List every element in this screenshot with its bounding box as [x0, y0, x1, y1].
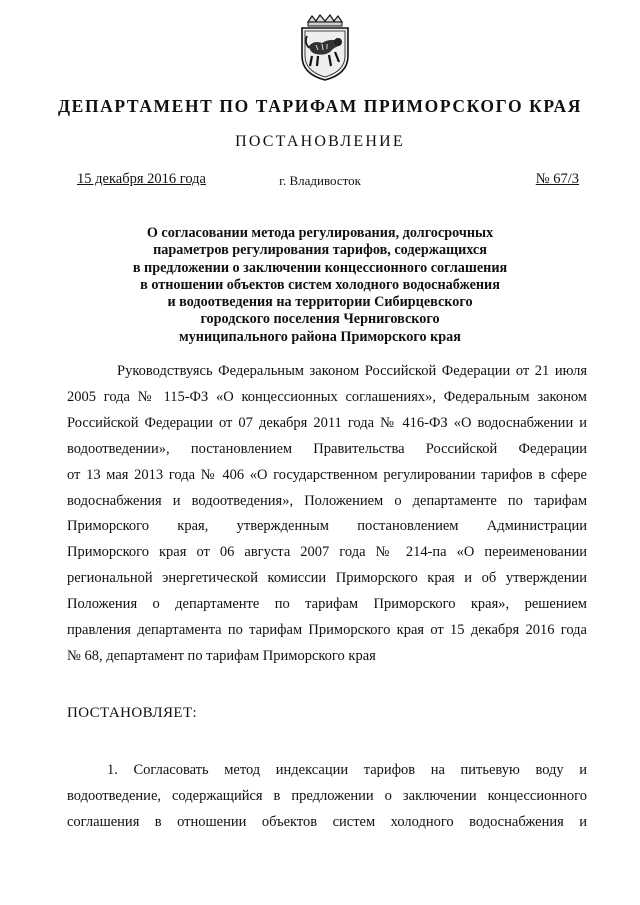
preamble-line: водоснабжения и водоотведения», Положением о департаменте по тарифам — [67, 492, 587, 509]
document-type: ПОСТАНОВЛЕНИЕ — [235, 133, 405, 150]
preamble-line: Положения о департаменте по тарифам Приморского края», решением — [67, 596, 587, 613]
document-number: № 67/3 — [535, 171, 579, 187]
subject-line: параметров регулирования тарифов, содержащихся — [153, 242, 487, 259]
preamble-line: 2005 года № 115-ФЗ «О концессионных соглашениях», Федеральным законом — [67, 388, 587, 405]
decree-heading: ПОСТАНОВЛЯЕТ: — [67, 705, 198, 721]
preamble-paragraph — [67, 359, 587, 670]
clause-1 — [67, 757, 587, 835]
subject-line: в предложении о заключении концессионного соглашения — [132, 259, 508, 276]
preamble-line: от 13 мая 2013 года № 406 «О государственном регулировании тарифов в сфере — [67, 466, 587, 483]
clause-line: водоотведение, содержащийся в предложении о заключении концессионного — [67, 788, 587, 804]
subject-line: в отношении объектов систем холодного водоснабжения — [140, 276, 500, 293]
clause-line: 1. Согласовать метод индексации тарифов на питьевую воду и — [107, 762, 587, 778]
subject-line: О согласовании метода регулирования, долгосрочных — [146, 225, 494, 241]
clause-line: соглашения в отношении объектов систем холодного водоснабжения и — [67, 814, 587, 830]
document-subject — [100, 225, 540, 346]
preamble-line: Российской Федерации от 07 декабря 2011 года № 416-ФЗ «О водоснабжении и — [67, 414, 587, 431]
preamble-line: правления департамента по тарифам Приморского края от 15 декабря 2016 года — [67, 622, 587, 639]
preamble-line: Приморского края от 06 августа 2007 года № 214-па «О переименовании — [67, 544, 587, 561]
subject-line: городского поселения Черниговского — [200, 311, 440, 328]
document-city: г. Владивосток — [279, 173, 361, 188]
preamble-line: Приморского края, утвержденным постановлением Администрации — [67, 518, 587, 535]
preamble-line: № 68, департамент по тарифам Приморского края — [67, 647, 376, 664]
subject-line: муниципального района Приморского края — [179, 328, 461, 345]
preamble-line: Руководствуясь Федеральным законом Российской Федерации от 21 июля — [117, 363, 587, 379]
coat-of-arms-icon — [296, 12, 354, 82]
preamble-line: региональной энергетической комиссии Приморского края и об утверждении — [67, 570, 587, 587]
subject-line: и водоотведения на территории Сибирцевского — [167, 294, 473, 311]
preamble-line: водоотведении», постановлением Правительства Российской Федерации — [67, 440, 587, 457]
document-date: 15 декабря 2016 года — [77, 171, 206, 187]
department-title: ДЕПАРТАМЕНТ ПО ТАРИФАМ ПРИМОРСКОГО КРАЯ — [58, 96, 582, 116]
